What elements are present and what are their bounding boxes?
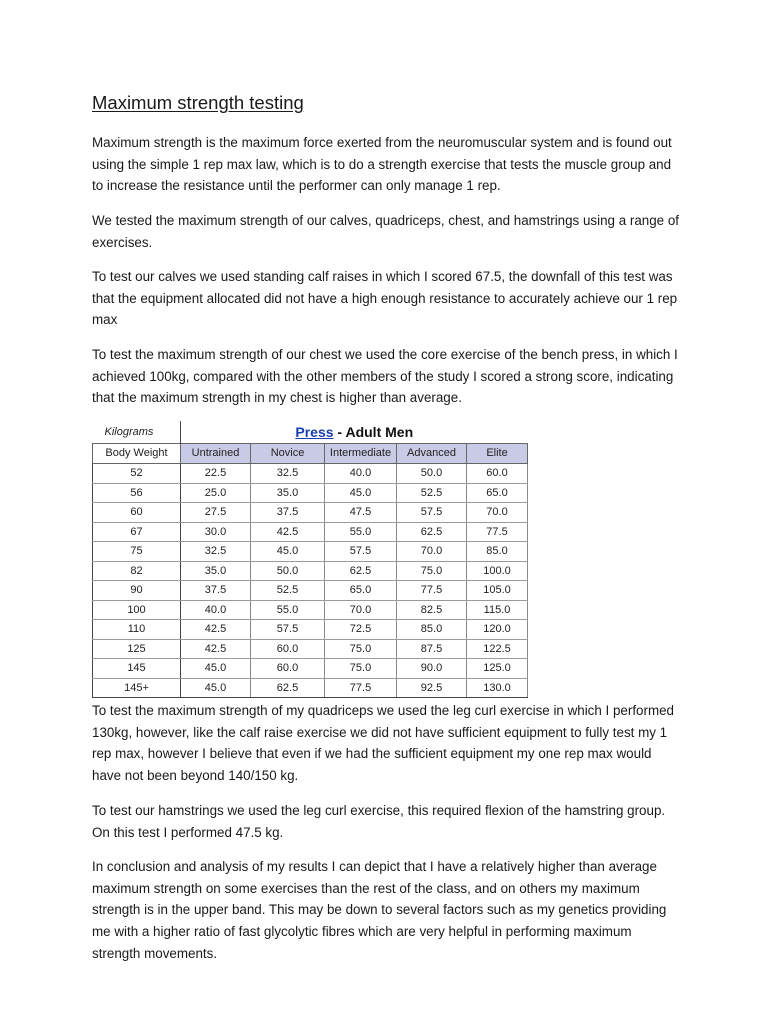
table-row [93,659,528,679]
table-cell: 77.5 [397,581,467,601]
table-row [93,581,528,601]
table-cell: 85.0 [397,620,467,640]
table-cell: 62.5 [325,561,397,581]
table-cell: 92.5 [397,678,467,698]
page-title: Maximum strength testing [92,92,304,113]
table-cell: 42.5 [251,522,325,542]
table-cell: 42.5 [181,639,251,659]
body-weight-cell: 100 [93,600,181,620]
table-cell: 40.0 [325,464,397,484]
table-cell: 75.0 [397,561,467,581]
body-weight-cell: 145 [93,659,181,679]
table-cell: 55.0 [251,600,325,620]
table-cell: 105.0 [467,581,528,601]
table-cell: 65.0 [467,483,528,503]
table-cell: 32.5 [181,542,251,562]
table-title-rest: - Adult Men [333,424,414,440]
table-row [93,503,528,523]
unit-label: Kilograms [93,421,181,444]
body-weight-cell: 90 [93,581,181,601]
table-cell: 35.0 [181,561,251,581]
table-title [181,421,528,444]
table-cell: 77.5 [467,522,528,542]
table-cell: 50.0 [397,464,467,484]
table-cell: 70.0 [325,600,397,620]
column-header: Untrained [181,444,251,464]
table-cell: 100.0 [467,561,528,581]
paragraph-chest: To test the maximum strength of our chest we used the core exercise of the bench press, in which I achieved 100kg, compared with the other members of the study I scored a strong score, indicating that the maximum strength in my chest is higher than average. [92,347,678,406]
table-cell: 52.5 [251,581,325,601]
table-cell: 45.0 [325,483,397,503]
table-cell: 25.0 [181,483,251,503]
table-cell: 30.0 [181,522,251,542]
body-weight-cell: 67 [93,522,181,542]
body-weight-cell: 75 [93,542,181,562]
table-cell: 27.5 [181,503,251,523]
table-row [93,678,528,698]
table-cell: 55.0 [325,522,397,542]
body-weight-cell: 60 [93,503,181,523]
table-cell: 87.5 [397,639,467,659]
column-header: Body Weight [93,444,181,464]
column-header-row [93,444,528,464]
paragraph-definition: Maximum strength is the maximum force exerted from the neuromuscular system and is found out using the simple 1 rep max law, which is to do a strength exercise that tests the muscle group and to increase the resistance until the performer can only manage 1 rep. [92,135,672,194]
table-row [93,522,528,542]
table-cell: 42.5 [181,620,251,640]
table-row [93,561,528,581]
table-row [93,600,528,620]
table-cell: 47.5 [325,503,397,523]
paragraph-conclusion: In conclusion and analysis of my results I can depict that I have a relatively higher than average maximum strength on some exercises than the rest of the class, and on others my maximum strength is in the upper band. This may be down to several factors such as my genetics providing me with a higher ratio of fast glycolytic fibres which are very helpful in performing maximum strength movements. [92,859,667,961]
table-cell: 45.0 [181,678,251,698]
table-cell: 62.5 [251,678,325,698]
column-header: Intermediate [325,444,397,464]
table-cell: 52.5 [397,483,467,503]
paragraph-overview: We tested the maximum strength of our calves, quadriceps, chest, and hamstrings using a range of exercises. [92,213,680,250]
table-row [93,483,528,503]
table-cell: 22.5 [181,464,251,484]
table-cell: 57.5 [325,542,397,562]
column-header: Elite [467,444,528,464]
body-weight-cell: 110 [93,620,181,640]
table-cell: 75.0 [325,639,397,659]
table-cell: 125.0 [467,659,528,679]
table-cell: 60.0 [251,639,325,659]
table-cell: 35.0 [251,483,325,503]
body-weight-cell: 52 [93,464,181,484]
press-standards-table [92,421,527,694]
table-cell: 40.0 [181,600,251,620]
table-cell: 70.0 [397,542,467,562]
table-row [93,464,528,484]
body-weight-cell: 56 [93,483,181,503]
table-cell: 45.0 [181,659,251,679]
table-cell: 85.0 [467,542,528,562]
table-row [93,542,528,562]
table-row [93,620,528,640]
table-cell: 77.5 [325,678,397,698]
table-cell: 120.0 [467,620,528,640]
paragraph-hamstrings: To test our hamstrings we used the leg curl exercise, this required flexion of the hamstring group. On this test I performed 47.5 kg. [92,803,666,840]
table-cell: 65.0 [325,581,397,601]
table-cell: 50.0 [251,561,325,581]
paragraph-quadriceps: To test the maximum strength of my quadriceps we used the leg curl exercise in which I performed 130kg, however, like the calf raise exercise we did not have sufficient equipment to fully test my 1 rep max, however I believe that even if we had the sufficient equipment my one rep max would have not been beyond 140/150 kg. [92,703,675,784]
body-weight-cell: 82 [93,561,181,581]
table-cell: 130.0 [467,678,528,698]
table-cell: 70.0 [467,503,528,523]
table-cell: 57.5 [251,620,325,640]
table-cell: 37.5 [181,581,251,601]
table-cell: 82.5 [397,600,467,620]
table-cell: 32.5 [251,464,325,484]
table-cell: 60.0 [467,464,528,484]
table-cell: 90.0 [397,659,467,679]
column-header: Novice [251,444,325,464]
table-cell: 60.0 [251,659,325,679]
body-weight-cell: 145+ [93,678,181,698]
table-cell: 75.0 [325,659,397,679]
body-weight-cell: 125 [93,639,181,659]
column-header: Advanced [397,444,467,464]
table-cell: 72.5 [325,620,397,640]
table-cell: 122.5 [467,639,528,659]
table-cell: 45.0 [251,542,325,562]
table-cell: 62.5 [397,522,467,542]
table-cell: 115.0 [467,600,528,620]
table-cell: 37.5 [251,503,325,523]
press-link[interactable]: Press [295,424,334,440]
table-row [93,639,528,659]
paragraph-calves: To test our calves we used standing calf raises in which I scored 67.5, the downfall of this test was that the equipment allocated did not have a high enough resistance to accurately achieve our 1 rep max [92,269,678,328]
table-cell: 57.5 [397,503,467,523]
